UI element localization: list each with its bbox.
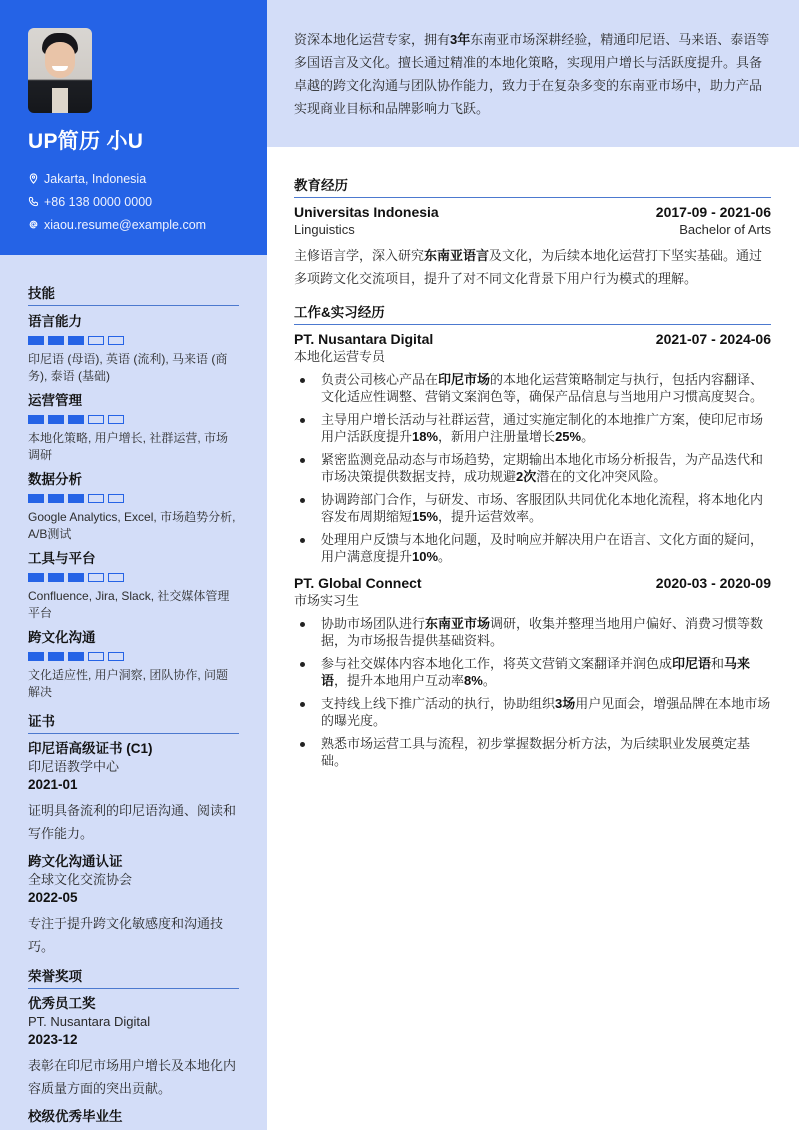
education-section [294,177,771,290]
education-dates: 2017-09 - 2021-06 [655,204,771,220]
bold-highlight: 10% [412,549,439,564]
honor-date: 2023-12 [28,1032,78,1047]
bold-highlight: 印尼市场 [438,372,491,387]
section-title-certificates: 证书 [28,713,239,734]
company-name: PT. Nusantara Digital [294,331,434,347]
section-title-education: 教育经历 [294,177,771,198]
bold-highlight: 18% [412,429,439,444]
bold-highlight: 2次 [516,469,537,484]
phone-text[interactable]: +86 138 0000 0000 [44,194,153,209]
bold-highlight: 马来语 [321,656,751,688]
bullet-item: 熟悉市场运营工具与流程，初步掌握数据分析方法，为后续职业发展奠定基础。 [294,735,771,769]
bullet-item: 协助市场团队进行东南亚市场调研，收集并整理当地用户偏好、消费习惯等数据，为市场报告提供基础资料。 [294,615,771,649]
skill-level-empty [108,494,124,503]
certificate-title: 跨文化沟通认证 [28,854,123,869]
skill-description: 印尼语 (母语), 英语 (流利), 马来语 (商务), 泰语 (基础) [28,352,228,383]
skill-level-empty [88,573,104,582]
job-dates: 2021-07 - 2024-06 [655,331,771,347]
skill-name: 数据分析 [28,472,82,487]
skill-level-bar [28,573,239,582]
skill-level-bar [28,336,239,345]
skill-level-empty [108,415,124,424]
profile-header [0,0,267,255]
certificate-description: 专注于提升跨文化敏感度和沟通技巧。 [28,916,224,954]
section-title-honors: 荣誉奖项 [28,968,239,989]
skill-description: Google Analytics, Excel, 市场趋势分析, A/B测试 [28,510,236,541]
skill-level-filled [48,336,64,345]
summary [267,0,799,147]
skill-description: 本地化策略, 用户增长, 社群运营, 市场调研 [28,431,229,462]
degree: Bachelor of Arts [679,222,771,237]
skill-level-empty [108,573,124,582]
bullet-item: 支持线上线下推广活动的执行，协助组织3场用户见面会，增强品牌在本地市场的曝光度。 [294,695,771,729]
summary-text: 资深本地化运营专家，拥有3年东南亚市场深耕经验，精通印尼语、马来语、泰语等多国语言及文化。擅长通过精准的本地化策略，实现用户增长与活跃度提升。具备卓越的跨文化沟通与团队协作能力，致力于在复杂多变的东南亚市场中，助力产品实现商业目标和品牌影响力飞跃。 [294,32,770,116]
skill-item [28,312,239,385]
certificate-description: 证明具备流利的印尼语沟通、阅读和写作能力。 [28,803,237,841]
bullet-item: 协调跨部门合作，与研发、市场、客服团队共同优化本地化流程，将本地化内容发布周期缩短15%，提升运营效率。 [294,491,771,525]
skill-level-filled [68,652,84,661]
certificate-title: 印尼语高级证书 (C1) [28,741,153,756]
company-name: PT. Global Connect [294,575,422,591]
skill-level-bar [28,494,239,503]
skill-item [28,470,239,543]
skill-level-filled [28,652,44,661]
education-header-row [294,204,771,221]
bullet-item: 主导用户增长活动与社群运营，通过实施定制化的本地推广方案，使印尼市场用户活跃度提升18%，新用户注册量增长25%。 [294,411,771,445]
job-bullets [294,615,771,769]
skill-level-empty [108,336,124,345]
bullet-item: 紧密监测竞品动态与市场趋势，定期输出本地化市场分析报告，为产品迭代和市场决策提供数据支持，成功规避2次潜在的文化冲突风险。 [294,451,771,485]
school-name: Universitas Indonesia [294,204,439,220]
contact-info [28,167,239,236]
bold-highlight: 印尼语 [672,656,712,671]
section-title-skills: 技能 [28,285,239,306]
bold-highlight: 3场 [555,696,576,711]
profile-photo [28,28,92,113]
sidebar-body [0,255,267,1126]
honor-issuer: PT. Nusantara Digital [28,1014,151,1029]
bold-highlight: 东南亚市场 [425,616,491,631]
skills-section [28,285,239,701]
skill-item [28,391,239,464]
skill-level-filled [28,415,44,424]
skill-description: Confluence, Jira, Slack, 社交媒体管理平台 [28,589,230,620]
contact-location [28,167,239,190]
bullet-item: 负责公司核心产品在印尼市场的本地化运营策略制定与执行，包括内容翻译、文化适应性调整、营销文案润色等，确保产品信息与当地用户习惯高度契合。 [294,371,771,405]
certificate-entry [28,740,239,845]
honor-entry [28,995,239,1100]
skill-name: 工具与平台 [28,551,96,566]
skill-description: 文化适应性, 用户洞察, 团队协作, 问题解决 [28,668,229,699]
education-sub-row [294,221,771,238]
job-entry [294,575,771,769]
skill-level-filled [68,573,84,582]
skill-level-empty [88,652,104,661]
skill-level-filled [48,415,64,424]
phone-icon [28,196,44,207]
certificate-date: 2022-05 [28,890,78,905]
skill-level-filled [28,336,44,345]
job-role-row [294,592,771,609]
job-dates: 2020-03 - 2020-09 [655,575,771,591]
location-pin-icon [28,173,44,184]
sidebar [0,0,267,1130]
skill-level-filled [68,415,84,424]
honor-description: 表彰在印尼市场用户增长及本地化内容质量方面的突出贡献。 [28,1058,237,1096]
bullet-item: 参与社交媒体内容本地化工作，将英文营销文案翻译并润色成印尼语和马来语，提升本地用户互动率8%。 [294,655,771,689]
skill-level-empty [88,494,104,503]
bold-highlight: 东南亚语言 [424,248,490,263]
skill-level-filled [28,573,44,582]
skill-level-filled [48,652,64,661]
skill-level-empty [108,652,124,661]
email-link[interactable]: xiaou.resume@example.com [44,217,207,232]
job-entry [294,331,771,565]
certificate-issuer: 全球文化交流协会 [28,872,133,887]
major: Linguistics [294,222,355,237]
certificate-issuer: 印尼语教学中心 [28,759,120,774]
skill-level-filled [28,494,44,503]
contact-email [28,213,239,236]
honor-entry [28,1108,239,1126]
skill-level-bar [28,415,239,424]
skill-level-bar [28,652,239,661]
skill-name: 运营管理 [28,393,82,408]
section-title-experience: 工作&实习经历 [294,304,771,325]
experience-section [294,304,771,769]
job-role: 本地化运营专员 [294,349,386,364]
certificate-date: 2021-01 [28,777,78,792]
job-header-row [294,575,771,592]
job-role-row [294,348,771,365]
skill-level-filled [68,494,84,503]
bold-highlight: 3年 [450,32,471,47]
skill-name: 语言能力 [28,314,82,329]
bold-highlight: 25% [555,429,582,444]
candidate-name: UP简历 小U [28,130,144,153]
skill-level-filled [48,573,64,582]
bold-highlight: 15% [412,509,439,524]
education-entry [294,204,771,290]
main-content [267,0,799,1130]
job-bullets [294,371,771,565]
certificate-entry [28,853,239,958]
skill-item [28,628,239,701]
location-text: Jakarta, Indonesia [44,171,147,186]
bullet-item: 处理用户反馈与本地化问题，及时响应并解决用户在语言、文化方面的疑问，用户满意度提升10%。 [294,531,771,565]
bold-highlight: 8% [464,673,483,688]
education-description: 主修语言学，深入研究东南亚语言及文化，为后续本地化运营打下坚实基础。通过多项跨文化交流项目，提升了对不同文化背景下用户行为模式的理解。 [294,248,763,286]
honor-title: 校级优秀毕业生 [28,1109,123,1124]
skill-name: 跨文化沟通 [28,630,96,645]
skill-level-filled [48,494,64,503]
skill-level-empty [88,415,104,424]
skill-level-filled [68,336,84,345]
contact-phone [28,190,239,213]
job-header-row [294,331,771,348]
certificates-section [28,713,239,958]
at-sign-icon [28,219,44,230]
main-body [267,147,799,769]
skill-level-empty [88,336,104,345]
honor-title: 优秀员工奖 [28,996,96,1011]
skill-item [28,549,239,622]
honors-section [28,968,239,1126]
job-role: 市场实习生 [294,593,360,608]
